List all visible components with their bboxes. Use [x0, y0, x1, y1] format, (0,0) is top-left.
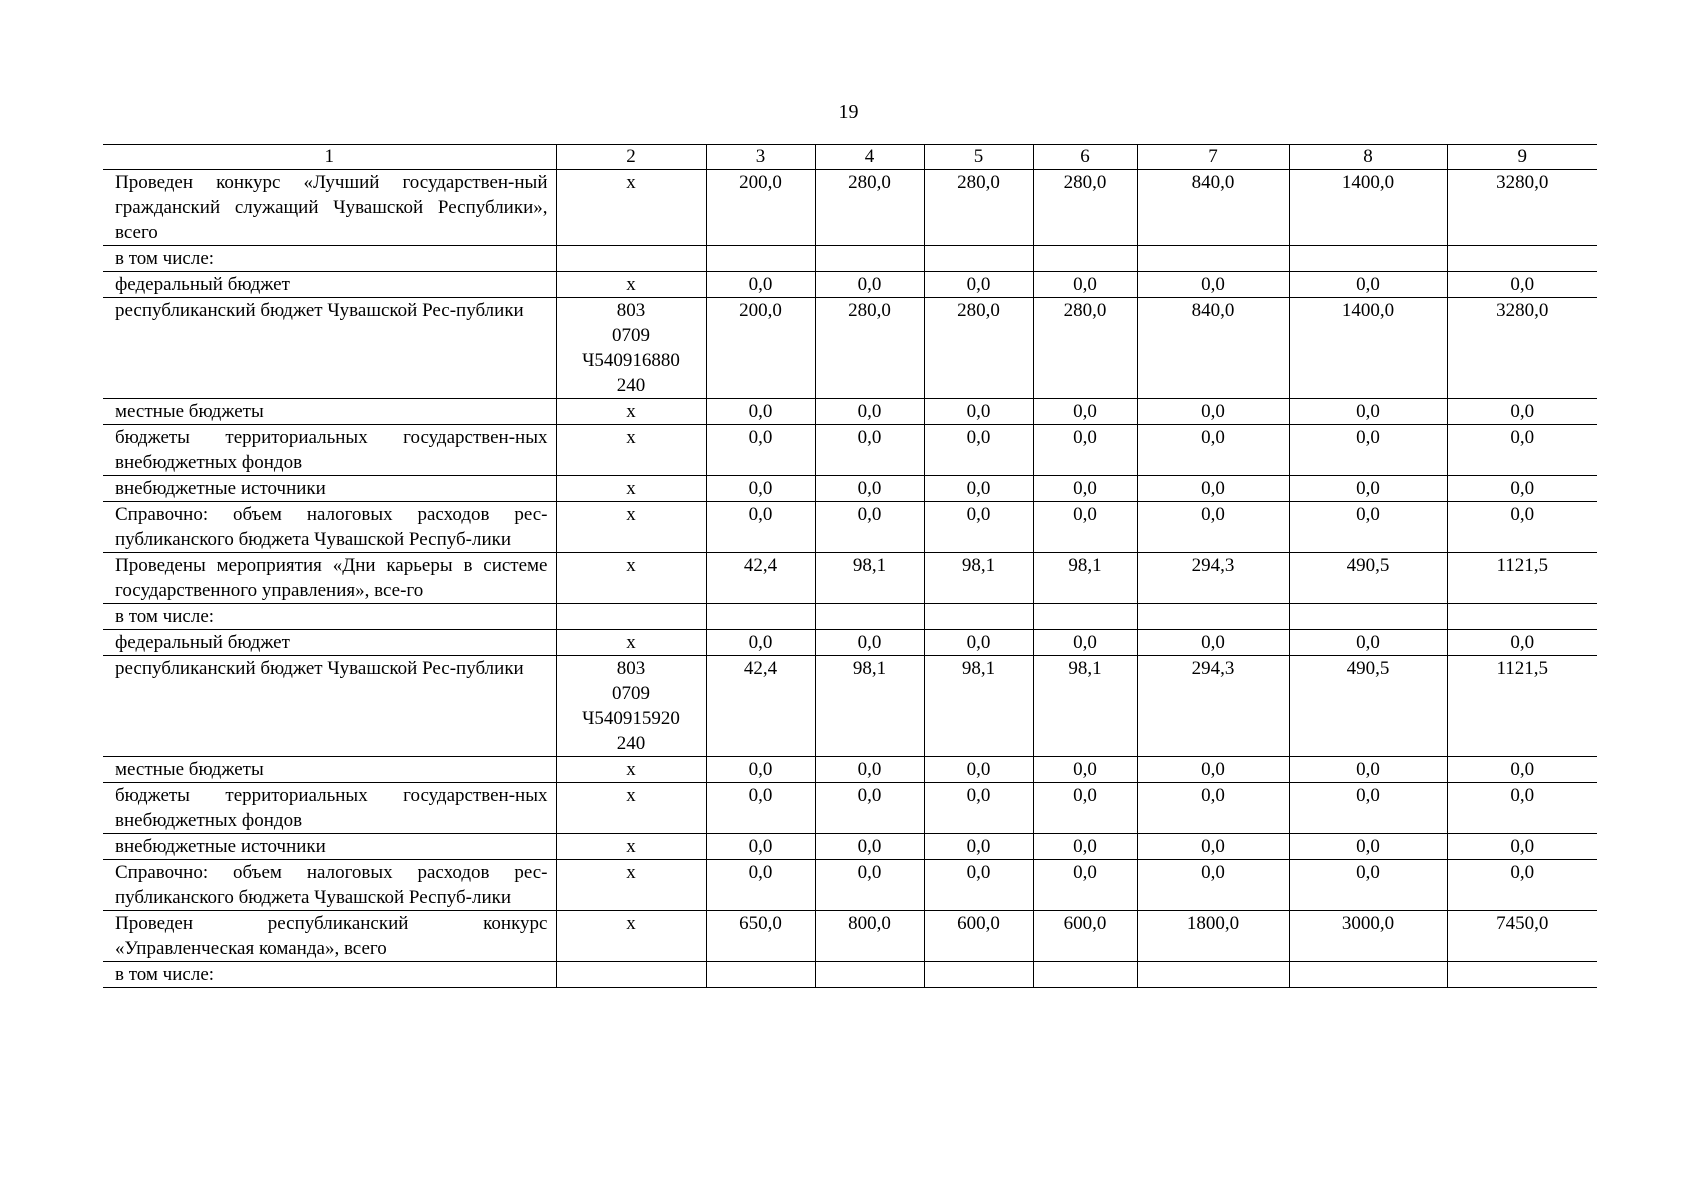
value-cell: 0,0 — [1447, 425, 1597, 476]
value-cell: 0,0 — [815, 630, 924, 656]
column-header: 6 — [1033, 145, 1137, 170]
value-cell: 200,0 — [706, 170, 815, 246]
value-cell: 600,0 — [1033, 911, 1137, 962]
value-cell: 0,0 — [1033, 783, 1137, 834]
value-cell: 0,0 — [1289, 860, 1447, 911]
value-cell — [1033, 246, 1137, 272]
value-cell: 98,1 — [815, 656, 924, 757]
table-row — [103, 656, 1597, 757]
value-cell: 0,0 — [1447, 476, 1597, 502]
budget-code-cell — [556, 476, 706, 502]
value-cell: 0,0 — [924, 783, 1033, 834]
row-label: местные бюджеты — [103, 757, 556, 783]
table-row — [103, 962, 1597, 988]
value-cell — [1033, 962, 1137, 988]
column-header: 5 — [924, 145, 1033, 170]
value-cell: 0,0 — [706, 757, 815, 783]
value-cell: 200,0 — [706, 298, 815, 399]
value-cell: 0,0 — [924, 399, 1033, 425]
page-number: 19 — [838, 101, 859, 123]
table-row — [103, 298, 1597, 399]
value-cell: 3280,0 — [1447, 298, 1597, 399]
budget-code-line: x — [626, 401, 636, 422]
budget-code-cell — [556, 834, 706, 860]
value-cell: 280,0 — [1033, 170, 1137, 246]
value-cell — [815, 962, 924, 988]
budget-code-cell — [556, 656, 706, 757]
table-row — [103, 911, 1597, 962]
value-cell: 0,0 — [1447, 757, 1597, 783]
value-cell: 0,0 — [1289, 783, 1447, 834]
value-cell: 0,0 — [1137, 860, 1289, 911]
budget-code-cell — [556, 630, 706, 656]
budget-code-line: x — [626, 427, 636, 448]
value-cell: 0,0 — [815, 783, 924, 834]
value-cell: 98,1 — [1033, 656, 1137, 757]
value-cell: 98,1 — [924, 553, 1033, 604]
budget-code-cell — [556, 246, 706, 272]
value-cell: 1400,0 — [1289, 170, 1447, 246]
value-cell — [706, 962, 815, 988]
table-row — [103, 834, 1597, 860]
column-header: 3 — [706, 145, 815, 170]
value-cell — [1289, 962, 1447, 988]
budget-code-line: x — [626, 172, 636, 193]
budget-code-cell — [556, 604, 706, 630]
value-cell — [1289, 604, 1447, 630]
budget-code-cell — [556, 272, 706, 298]
table-row — [103, 425, 1597, 476]
value-cell: 280,0 — [924, 298, 1033, 399]
row-label: внебюджетные источники — [103, 834, 556, 860]
value-cell — [706, 604, 815, 630]
value-cell: 294,3 — [1137, 656, 1289, 757]
value-cell: 0,0 — [815, 399, 924, 425]
value-cell: 280,0 — [815, 298, 924, 399]
budget-code-cell — [556, 962, 706, 988]
value-cell: 0,0 — [1447, 502, 1597, 553]
value-cell: 294,3 — [1137, 553, 1289, 604]
budget-code-cell — [556, 425, 706, 476]
value-cell: 0,0 — [1033, 757, 1137, 783]
column-header: 8 — [1289, 145, 1447, 170]
value-cell — [1447, 246, 1597, 272]
value-cell: 0,0 — [1447, 272, 1597, 298]
value-cell: 0,0 — [1447, 860, 1597, 911]
value-cell: 280,0 — [815, 170, 924, 246]
budget-code-cell — [556, 757, 706, 783]
value-cell — [924, 604, 1033, 630]
column-header: 2 — [556, 145, 706, 170]
table-row — [103, 553, 1597, 604]
value-cell — [924, 962, 1033, 988]
row-label: Справочно: объем налоговых расходов рес-публиканского бюджета Чувашской Респуб-лики — [103, 502, 556, 553]
value-cell: 7450,0 — [1447, 911, 1597, 962]
budget-code-line: Ч540915920 — [582, 708, 680, 729]
value-cell: 0,0 — [1289, 272, 1447, 298]
value-cell: 490,5 — [1289, 553, 1447, 604]
value-cell: 0,0 — [1289, 630, 1447, 656]
row-label: Справочно: объем налоговых расходов рес-публиканского бюджета Чувашской Респуб-лики — [103, 860, 556, 911]
value-cell: 840,0 — [1137, 298, 1289, 399]
budget-table — [103, 144, 1597, 988]
value-cell: 0,0 — [1289, 425, 1447, 476]
table-row — [103, 502, 1597, 553]
value-cell: 0,0 — [1447, 834, 1597, 860]
value-cell: 0,0 — [924, 860, 1033, 911]
value-cell: 0,0 — [1137, 834, 1289, 860]
table-row — [103, 860, 1597, 911]
budget-code-line: x — [626, 504, 636, 525]
row-label: Проведен конкурс «Лучший государствен-ный гражданский служащий Чувашской Республики», всего — [103, 170, 556, 246]
row-label: в том числе: — [103, 246, 556, 272]
value-cell: 650,0 — [706, 911, 815, 962]
budget-code-cell — [556, 502, 706, 553]
budget-code-line: x — [626, 913, 636, 934]
column-header: 7 — [1137, 145, 1289, 170]
table-body — [103, 145, 1597, 988]
value-cell: 0,0 — [1137, 425, 1289, 476]
row-label: в том числе: — [103, 604, 556, 630]
value-cell — [815, 246, 924, 272]
value-cell: 840,0 — [1137, 170, 1289, 246]
budget-code-cell — [556, 783, 706, 834]
value-cell: 0,0 — [1033, 399, 1137, 425]
row-label: Проведены мероприятия «Дни карьеры в системе государственного управления», все-го — [103, 553, 556, 604]
value-cell: 0,0 — [1137, 783, 1289, 834]
value-cell: 800,0 — [815, 911, 924, 962]
budget-code-line: x — [626, 632, 636, 653]
value-cell: 0,0 — [1447, 630, 1597, 656]
value-cell: 0,0 — [1447, 783, 1597, 834]
column-header: 9 — [1447, 145, 1597, 170]
value-cell — [815, 604, 924, 630]
value-cell: 42,4 — [706, 656, 815, 757]
budget-code-cell — [556, 298, 706, 399]
value-cell: 3000,0 — [1289, 911, 1447, 962]
budget-code-line — [565, 604, 698, 629]
value-cell: 0,0 — [706, 425, 815, 476]
value-cell: 280,0 — [1033, 298, 1137, 399]
row-label: бюджеты территориальных государствен-ных внебюджетных фондов — [103, 783, 556, 834]
table-row — [103, 630, 1597, 656]
budget-code-line: x — [626, 862, 636, 883]
value-cell: 0,0 — [924, 630, 1033, 656]
row-label: Проведен республиканский конкурс «Управленческая команда», всего — [103, 911, 556, 962]
value-cell: 98,1 — [1033, 553, 1137, 604]
value-cell: 0,0 — [1289, 476, 1447, 502]
row-label: республиканский бюджет Чувашской Рес-публики — [103, 656, 556, 757]
value-cell: 0,0 — [1289, 502, 1447, 553]
value-cell: 0,0 — [924, 425, 1033, 476]
row-label: в том числе: — [103, 962, 556, 988]
value-cell: 0,0 — [924, 476, 1033, 502]
value-cell — [1137, 604, 1289, 630]
value-cell — [924, 246, 1033, 272]
budget-code-line: 240 — [616, 733, 646, 754]
table-row — [103, 246, 1597, 272]
value-cell: 0,0 — [706, 272, 815, 298]
value-cell: 0,0 — [706, 476, 815, 502]
table-row — [103, 399, 1597, 425]
budget-code-line: 240 — [616, 375, 646, 396]
value-cell: 0,0 — [706, 502, 815, 553]
value-cell: 0,0 — [1137, 476, 1289, 502]
budget-code-line: x — [626, 759, 636, 780]
value-cell: 0,0 — [924, 272, 1033, 298]
value-cell: 98,1 — [815, 553, 924, 604]
budget-code-line: 0709 — [612, 325, 650, 346]
value-cell: 0,0 — [924, 757, 1033, 783]
budget-code-cell — [556, 170, 706, 246]
table-row — [103, 783, 1597, 834]
value-cell: 1400,0 — [1289, 298, 1447, 399]
budget-code-cell — [556, 553, 706, 604]
row-label: местные бюджеты — [103, 399, 556, 425]
budget-code-line: 803 — [616, 300, 646, 321]
value-cell: 0,0 — [1289, 399, 1447, 425]
value-cell: 0,0 — [1033, 834, 1137, 860]
value-cell: 42,4 — [706, 553, 815, 604]
column-header: 4 — [815, 145, 924, 170]
value-cell: 0,0 — [1137, 502, 1289, 553]
budget-code-line: x — [626, 274, 636, 295]
value-cell: 0,0 — [815, 272, 924, 298]
value-cell: 1121,5 — [1447, 656, 1597, 757]
value-cell: 0,0 — [1137, 272, 1289, 298]
budget-code-cell — [556, 399, 706, 425]
budget-code-line: x — [626, 785, 636, 806]
value-cell: 0,0 — [1289, 834, 1447, 860]
table-row — [103, 272, 1597, 298]
value-cell: 0,0 — [1033, 272, 1137, 298]
table-row — [103, 170, 1597, 246]
row-label: республиканский бюджет Чувашской Рес-публики — [103, 298, 556, 399]
value-cell: 0,0 — [815, 425, 924, 476]
budget-code-line: Ч540916880 — [582, 350, 680, 371]
value-cell: 0,0 — [1033, 502, 1137, 553]
value-cell: 0,0 — [815, 834, 924, 860]
budget-code-line — [565, 962, 698, 987]
value-cell: 0,0 — [706, 399, 815, 425]
budget-code-cell — [556, 860, 706, 911]
table-row — [103, 604, 1597, 630]
value-cell: 0,0 — [1033, 425, 1137, 476]
value-cell: 0,0 — [815, 757, 924, 783]
budget-code-line — [565, 246, 698, 271]
value-cell — [1137, 962, 1289, 988]
budget-code-cell — [556, 911, 706, 962]
table-header-row — [103, 145, 1597, 170]
value-cell: 1121,5 — [1447, 553, 1597, 604]
value-cell: 1800,0 — [1137, 911, 1289, 962]
budget-code-line: x — [626, 555, 636, 576]
value-cell: 3280,0 — [1447, 170, 1597, 246]
value-cell: 98,1 — [924, 656, 1033, 757]
value-cell: 0,0 — [706, 860, 815, 911]
budget-code-line: x — [626, 836, 636, 857]
value-cell: 0,0 — [1033, 630, 1137, 656]
value-cell: 0,0 — [1137, 630, 1289, 656]
budget-code-line: 803 — [616, 658, 646, 679]
value-cell: 0,0 — [706, 783, 815, 834]
value-cell: 490,5 — [1289, 656, 1447, 757]
value-cell: 0,0 — [815, 476, 924, 502]
value-cell: 280,0 — [924, 170, 1033, 246]
value-cell: 0,0 — [706, 834, 815, 860]
value-cell: 0,0 — [815, 502, 924, 553]
row-label: федеральный бюджет — [103, 630, 556, 656]
value-cell — [1447, 962, 1597, 988]
value-cell: 0,0 — [706, 630, 815, 656]
value-cell — [706, 246, 815, 272]
table-row — [103, 476, 1597, 502]
row-label: внебюджетные источники — [103, 476, 556, 502]
value-cell: 0,0 — [1033, 476, 1137, 502]
row-label: федеральный бюджет — [103, 272, 556, 298]
value-cell: 0,0 — [815, 860, 924, 911]
value-cell — [1447, 604, 1597, 630]
value-cell — [1033, 604, 1137, 630]
budget-code-line: x — [626, 478, 636, 499]
value-cell: 600,0 — [924, 911, 1033, 962]
value-cell: 0,0 — [924, 502, 1033, 553]
column-header: 1 — [103, 145, 556, 170]
value-cell — [1137, 246, 1289, 272]
value-cell: 0,0 — [1137, 399, 1289, 425]
value-cell: 0,0 — [1289, 757, 1447, 783]
value-cell: 0,0 — [1033, 860, 1137, 911]
row-label: бюджеты территориальных государствен-ных внебюджетных фондов — [103, 425, 556, 476]
budget-code-line: 0709 — [612, 683, 650, 704]
value-cell — [1289, 246, 1447, 272]
value-cell: 0,0 — [1137, 757, 1289, 783]
table-row — [103, 757, 1597, 783]
value-cell: 0,0 — [1447, 399, 1597, 425]
value-cell: 0,0 — [924, 834, 1033, 860]
